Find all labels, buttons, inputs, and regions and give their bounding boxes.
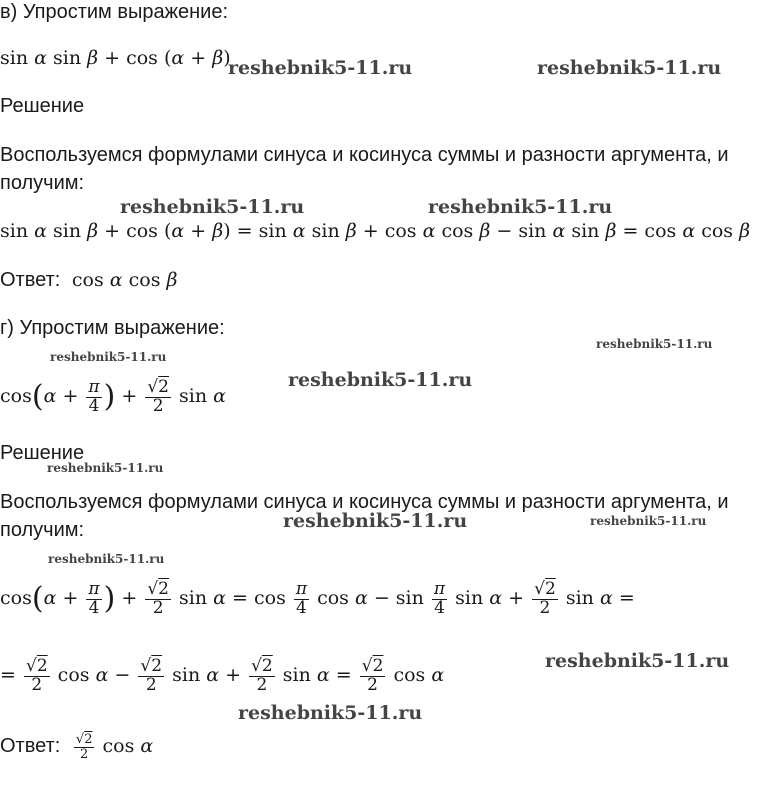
part-v-expression: sin α sin β + cos (α + β) [0, 47, 231, 69]
watermark: reshebnik5-11.ru [50, 350, 167, 364]
part-v-solution-label: Решение [0, 95, 85, 117]
watermark: reshebnik5-11.ru [596, 337, 713, 351]
watermark: reshebnik5-11.ru [47, 461, 164, 475]
part-g-answer-label: Ответ: [0, 735, 61, 757]
part-v-heading: в) Упростим выражение: [0, 1, 229, 23]
part-g-explanation-line2: получим: [0, 519, 85, 541]
part-g-heading: г) Упростим выражение: [0, 317, 225, 339]
watermark: reshebnik5-11.ru [120, 196, 305, 218]
watermark: reshebnik5-11.ru [48, 552, 165, 566]
watermark: reshebnik5-11.ru [288, 369, 473, 391]
part-g-derivation-line2: = $\frac{√2}{2}$ cos α − $\frac{√2}{2}$ sin α + $\frac{√2}{2}$ sin α = $\frac{√2}{2}$ cos α [0, 655, 445, 695]
part-v-explanation-line2: получим: [0, 172, 85, 194]
part-g-derivation-line1: cos(α + $\frac{\pi}{4}$ ) + $\frac{√2}{2}$ sin α = cos $\frac{\pi}{4}$ cos α − sin $\frac{\pi}{4}$ sin α + $\frac{√2}{2}$ sin α = [0, 578, 635, 618]
part-v-answer [0, 268, 178, 292]
watermark: reshebnik5-11.ru [428, 196, 613, 218]
watermark: reshebnik5-11.ru [283, 510, 468, 532]
part-v-answer-value: cos α cos β [65, 269, 178, 291]
part-g-answer [0, 728, 153, 764]
part-g-solution-label: Решение [0, 442, 85, 464]
part-v-derivation: sin α sin β + cos (α + β) = sin α sin β + cos α cos β − sin α sin β = cos α cos β [0, 220, 751, 242]
watermark: reshebnik5-11.ru [238, 702, 423, 724]
part-v-answer-label: Ответ: [0, 269, 61, 291]
watermark: reshebnik5-11.ru [545, 650, 730, 672]
part-g-explanation-line1: Воспользуемся формулами синуса и косинуса суммы и разности аргумента, и [0, 491, 729, 513]
part-g-answer-value: $\frac{√2}{2}$ cos α [75, 731, 154, 762]
part-v-explanation-line1: Воспользуемся формулами синуса и косинуса суммы и разности аргумента, и [0, 144, 729, 166]
part-g-expression: cos(α + $\frac{\pi}{4}$ ) + $\frac{√2}{2}$ sin α [0, 376, 226, 416]
watermark: reshebnik5-11.ru [590, 514, 707, 528]
watermark: reshebnik5-11.ru [228, 57, 413, 79]
watermark: reshebnik5-11.ru [537, 57, 722, 79]
